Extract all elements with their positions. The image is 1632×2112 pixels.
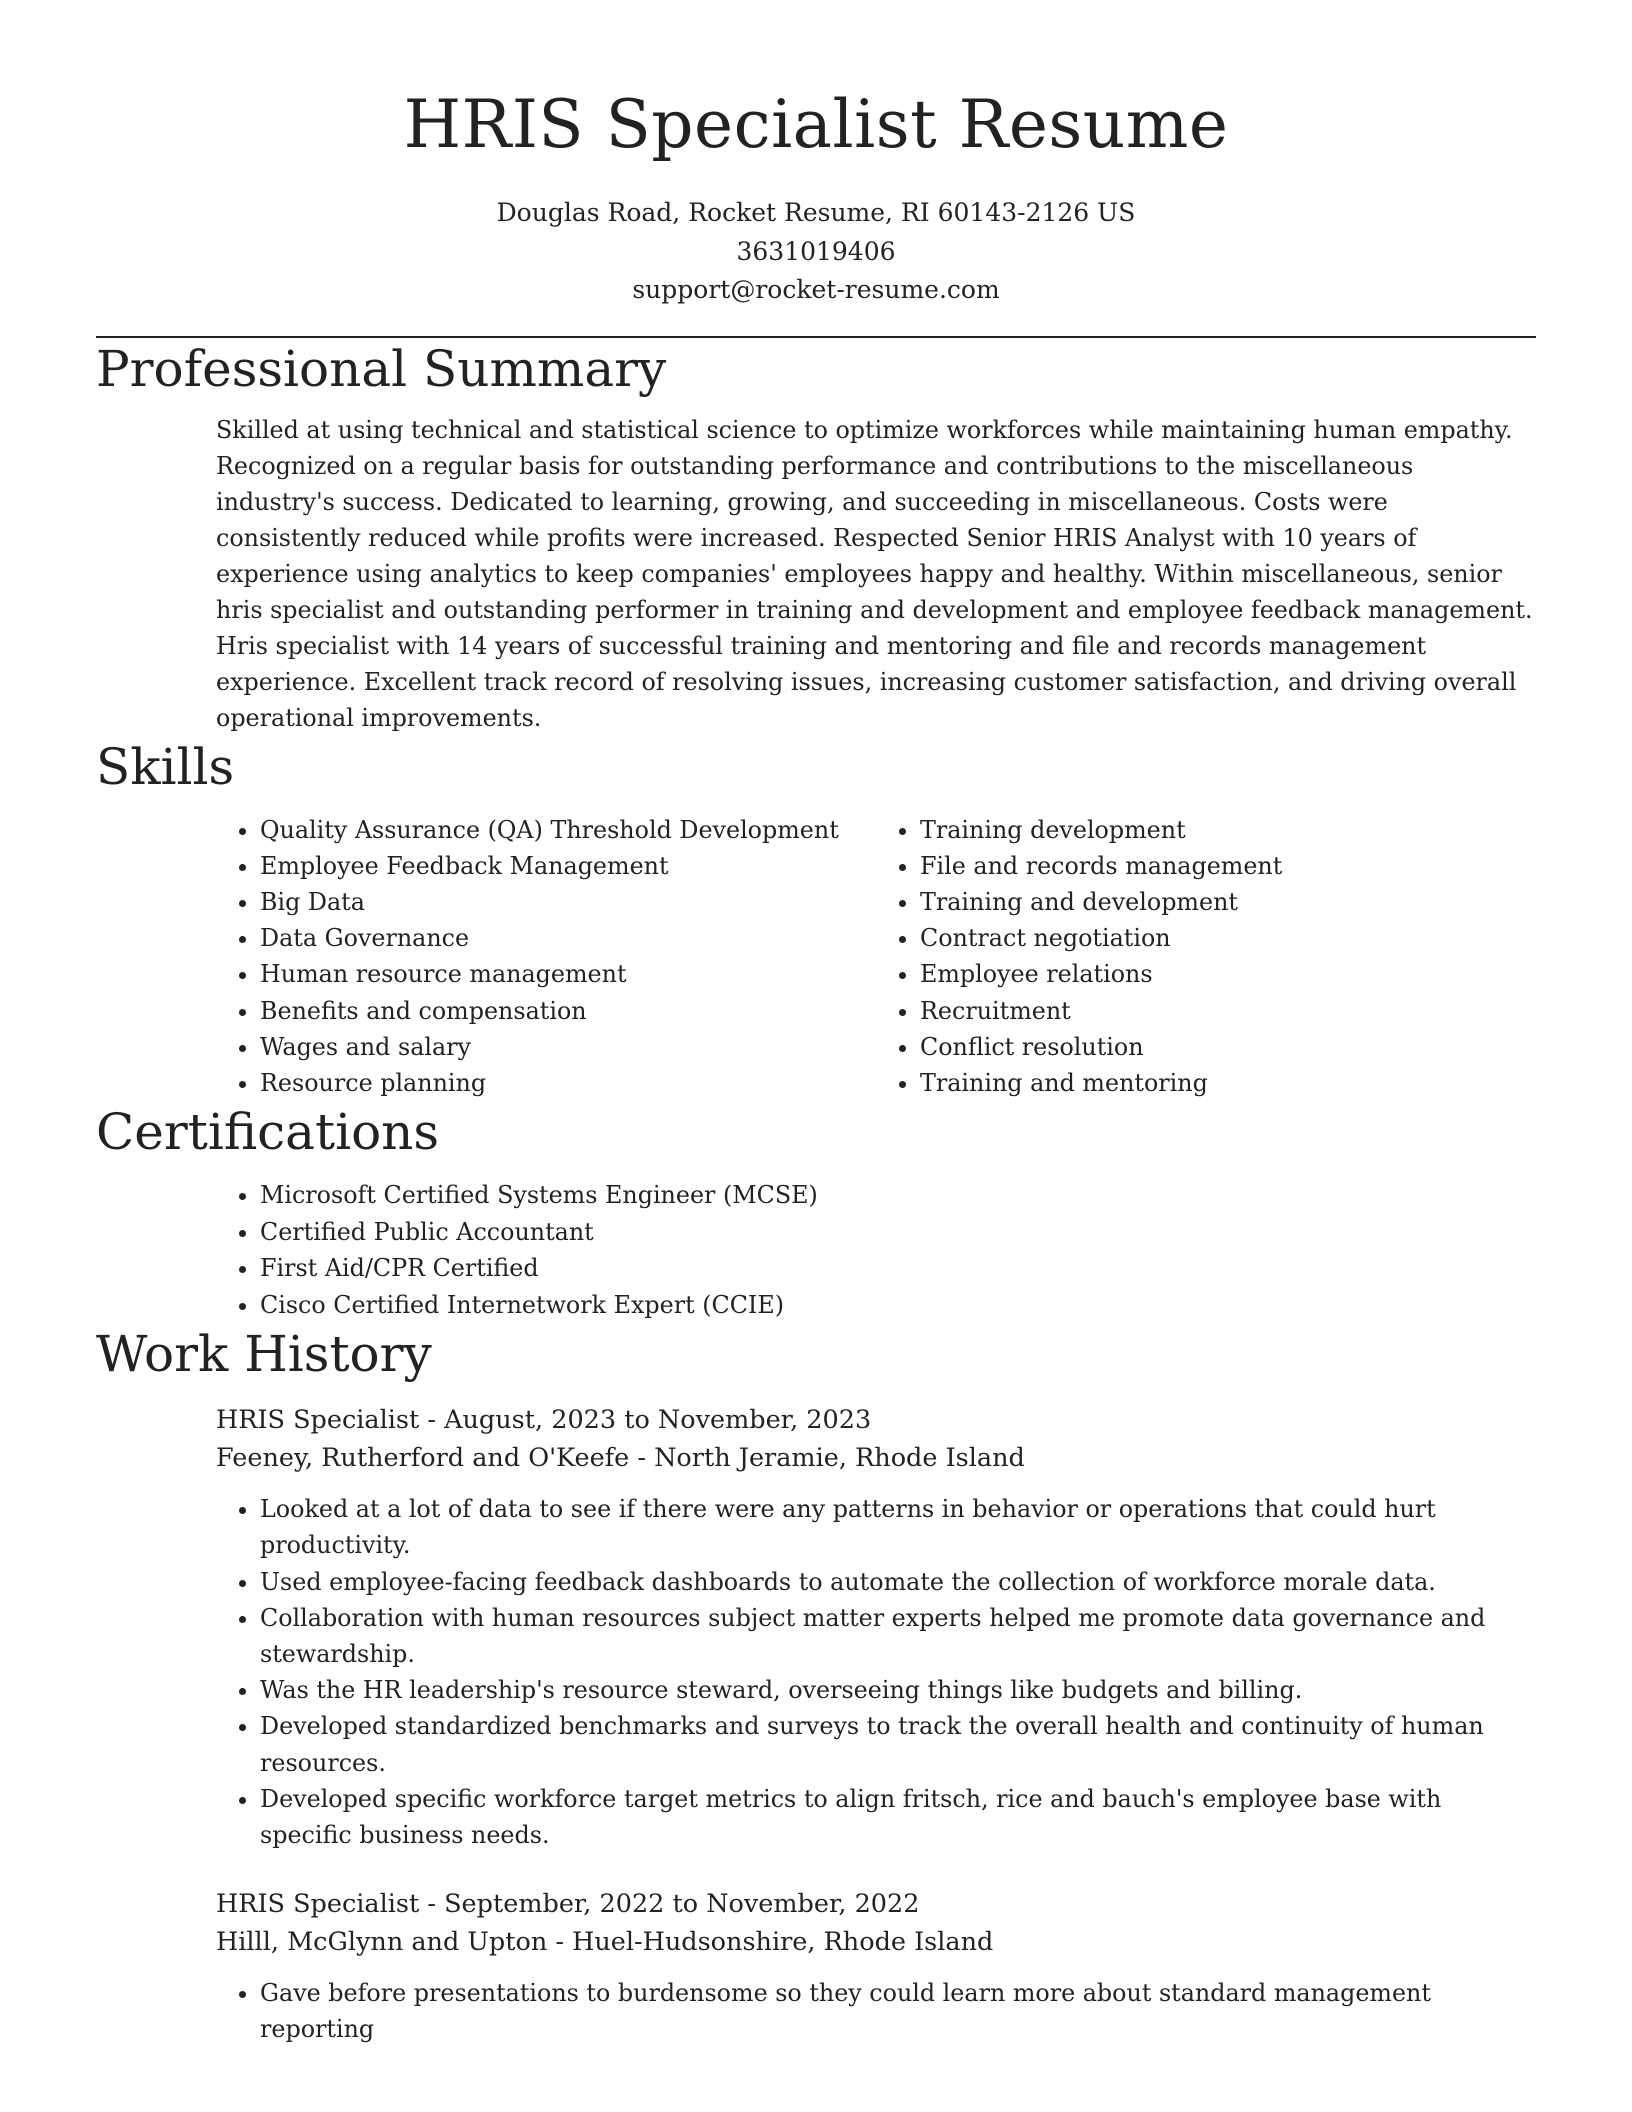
job-location: - North Jeramie, Rhode Island bbox=[629, 1443, 1025, 1474]
job-title: HRIS Specialist bbox=[216, 1405, 420, 1436]
skills-column-left bbox=[216, 812, 876, 1102]
certifications-heading: Certifications bbox=[96, 1103, 440, 1162]
skill-item: • File and records management bbox=[920, 848, 1536, 884]
job-bullet: • Developed standardized benchmarks and surveys to track the overall health and continuity of human resources. bbox=[260, 1708, 1536, 1780]
job-title: HRIS Specialist bbox=[216, 1889, 420, 1920]
certification-item: • Cisco Certified Internetwork Expert (CCIE) bbox=[260, 1287, 1536, 1324]
skills-heading: Skills bbox=[96, 737, 235, 796]
contact-block bbox=[96, 194, 1536, 310]
skill-item: • Training development bbox=[920, 812, 1536, 848]
skill-item: • Resource planning bbox=[260, 1065, 876, 1101]
job-dates: - August, 2023 to November, 2023 bbox=[419, 1405, 872, 1436]
skill-item: • Contract negotiation bbox=[920, 920, 1536, 956]
job-bullets bbox=[216, 1491, 1536, 1853]
skill-item: • Employee relations bbox=[920, 956, 1536, 992]
job-company-line bbox=[216, 1439, 1536, 1477]
job-title-line bbox=[216, 1401, 1536, 1439]
job-title-line bbox=[216, 1885, 1536, 1923]
address-text: Douglas Road, Rocket Resume, RI 60143-2126 US bbox=[496, 198, 1136, 227]
certification-item: • Certified Public Accountant bbox=[260, 1214, 1536, 1251]
certification-item: • Microsoft Certified Systems Engineer (MCSE) bbox=[260, 1177, 1536, 1214]
resume-header bbox=[96, 0, 1536, 310]
skill-item: • Employee Feedback Management bbox=[260, 848, 876, 884]
phone-text: 3631019406 bbox=[736, 236, 896, 266]
skill-item: • Training and mentoring bbox=[920, 1065, 1536, 1101]
skill-item: • Quality Assurance (QA) Threshold Development bbox=[260, 812, 876, 848]
skill-item: • Big Data bbox=[260, 884, 876, 920]
job-company: Feeney, Rutherford and O'Keefe bbox=[216, 1443, 630, 1474]
skill-item: • Benefits and compensation bbox=[260, 993, 876, 1029]
job-company: Hilll, McGlynn and Upton bbox=[216, 1927, 548, 1958]
job-bullet: • Was the HR leadership's resource steward, overseeing things like budgets and billing. bbox=[260, 1672, 1536, 1708]
job-bullet: • Looked at a lot of data to see if there were any patterns in behavior or operations that could hurt productivity. bbox=[260, 1491, 1536, 1563]
job-entry bbox=[216, 1885, 1536, 2047]
resume-page bbox=[96, 0, 1536, 2048]
skill-item: • Data Governance bbox=[260, 920, 876, 956]
skill-item: • Wages and salary bbox=[260, 1029, 876, 1065]
job-entry bbox=[216, 1401, 1536, 1853]
job-bullet: • Developed specific workforce target metrics to align fritsch, rice and bauch's employee base with specific business needs. bbox=[260, 1781, 1536, 1853]
job-bullet: • Gave before presentations to burdensome so they could learn more about standard management reporting bbox=[260, 1975, 1536, 2047]
page-title: HRIS Specialist Resume bbox=[403, 86, 1229, 163]
skills-list bbox=[216, 812, 1536, 1102]
skill-item: • Recruitment bbox=[920, 993, 1536, 1029]
job-company-line bbox=[216, 1923, 1536, 1961]
certification-item: • First Aid/CPR Certified bbox=[260, 1250, 1536, 1287]
email-text: support@rocket-resume.com bbox=[632, 275, 1000, 304]
job-location: - Huel-Hudsonshire, Rhode Island bbox=[547, 1927, 994, 1958]
job-bullet: • Collaboration with human resources subject matter experts helped me promote data governance and stewardship. bbox=[260, 1600, 1536, 1672]
skill-item: • Human resource management bbox=[260, 956, 876, 992]
job-bullet: • Used employee-facing feedback dashboards to automate the collection of workforce morale data. bbox=[260, 1564, 1536, 1600]
job-dates: - September, 2022 to November, 2022 bbox=[419, 1889, 920, 1920]
summary-heading: Professional Summary bbox=[96, 339, 667, 398]
skill-item: • Conflict resolution bbox=[920, 1029, 1536, 1065]
skill-item: • Training and development bbox=[920, 884, 1536, 920]
work-history-heading: Work History bbox=[96, 1325, 432, 1384]
certifications-list bbox=[216, 1177, 1536, 1323]
summary-text: Skilled at using technical and statistical science to optimize workforces while maintaining human empathy. Recognized on a regular basis for outstanding performance and contributions to the miscellaneous industry's success. Dedicated to learning, growing, and succeeding in miscellaneous. Costs were consistently reduced while profits were increased. Respected Senior HRIS Analyst with 10 years of experience using analytics to keep companies' employees happy and healthy. Within miscellaneous, senior hris specialist and outstanding performer in training and development and employee feedback management. Hris specialist with 14 years of successful training and mentoring and file and records management experience. Excellent track record of resolving issues, increasing customer satisfaction, and driving overall operational improvements. bbox=[216, 415, 1533, 732]
skills-column-right bbox=[876, 812, 1536, 1102]
job-bullets bbox=[216, 1975, 1536, 2047]
